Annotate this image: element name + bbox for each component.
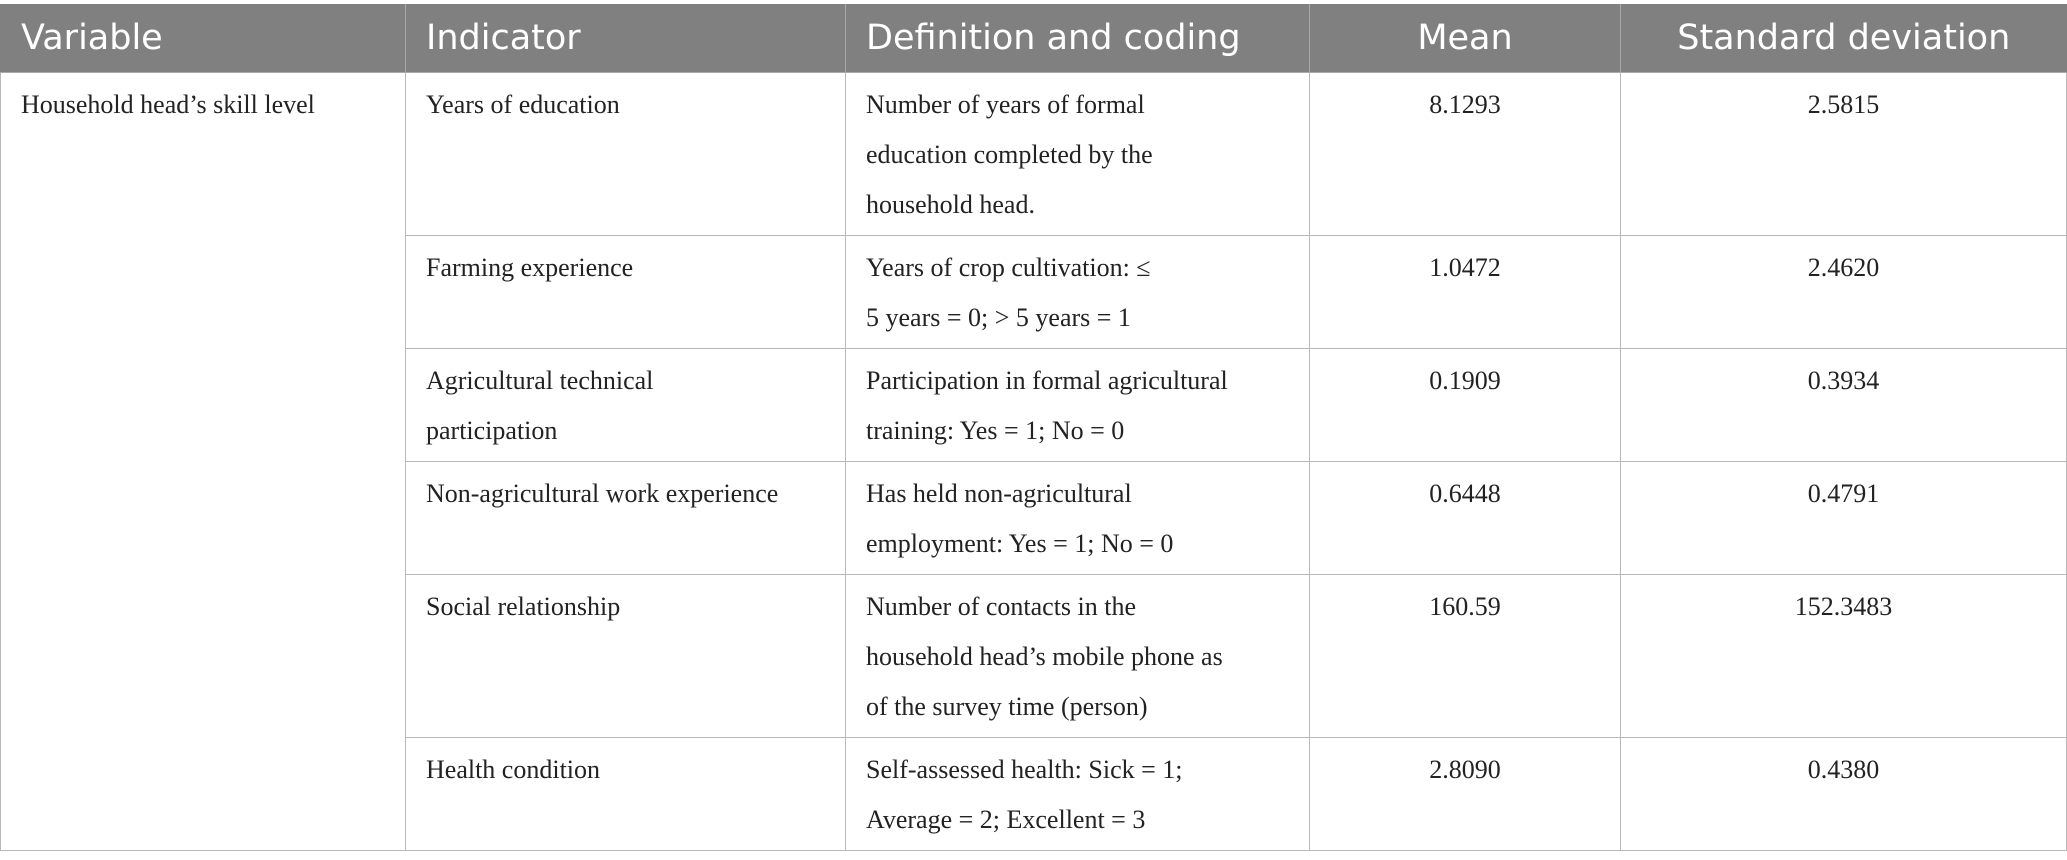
definition-line: 5 years = 0; > 5 years = 1 xyxy=(866,302,1131,332)
definition-cell xyxy=(846,72,1310,235)
indicator-text: Health condition xyxy=(426,754,601,784)
indicator-text: Non-agricultural work experience xyxy=(426,478,779,508)
definition-cell xyxy=(846,574,1310,737)
header-definition: Definition and coding xyxy=(846,4,1310,72)
definition-line: household head. xyxy=(866,189,1035,219)
data-table-container xyxy=(0,4,2067,851)
definition-line: Average = 2; Excellent = 3 xyxy=(866,804,1146,834)
definition-line: Participation in formal agricultural xyxy=(866,365,1228,395)
sd-cell: 2.4620 xyxy=(1621,235,2067,348)
table-header xyxy=(1,4,2067,72)
sd-cell: 152.3483 xyxy=(1621,574,2067,737)
definition-line: Self-assessed health: Sick = 1; xyxy=(866,754,1183,784)
mean-cell: 0.1909 xyxy=(1310,348,1621,461)
sd-cell: 2.5815 xyxy=(1621,72,2067,235)
sd-cell: 0.3934 xyxy=(1621,348,2067,461)
indicator-text: participation xyxy=(426,415,558,445)
header-variable: Variable xyxy=(1,4,406,72)
indicator-cell xyxy=(406,737,846,850)
mean-cell: 1.0472 xyxy=(1310,235,1621,348)
descriptive-statistics-table xyxy=(0,4,2067,851)
sd-cell: 0.4380 xyxy=(1621,737,2067,850)
definition-line: household head’s mobile phone as xyxy=(866,641,1223,671)
indicator-cell xyxy=(406,72,846,235)
header-mean: Mean xyxy=(1310,4,1621,72)
table-body xyxy=(1,72,2067,850)
indicator-text: Social relationship xyxy=(426,591,621,621)
definition-line: employment: Yes = 1; No = 0 xyxy=(866,528,1174,558)
definition-line: education completed by the xyxy=(866,139,1153,169)
definition-cell xyxy=(846,235,1310,348)
header-standard-deviation: Standard deviation xyxy=(1621,4,2067,72)
definition-cell xyxy=(846,348,1310,461)
mean-cell: 0.6448 xyxy=(1310,461,1621,574)
mean-cell: 8.1293 xyxy=(1310,72,1621,235)
definition-line: Has held non-agricultural xyxy=(866,478,1132,508)
table-row xyxy=(1,72,2067,235)
definition-cell xyxy=(846,737,1310,850)
indicator-cell xyxy=(406,461,846,574)
definition-cell xyxy=(846,461,1310,574)
variable-cell: Household head’s skill level xyxy=(1,72,406,850)
indicator-text: Farming experience xyxy=(426,252,634,282)
definition-line: Number of contacts in the xyxy=(866,591,1137,621)
indicator-cell xyxy=(406,574,846,737)
definition-line: training: Yes = 1; No = 0 xyxy=(866,415,1125,445)
mean-cell: 160.59 xyxy=(1310,574,1621,737)
header-indicator: Indicator xyxy=(406,4,846,72)
indicator-text: Years of education xyxy=(426,89,620,119)
indicator-cell xyxy=(406,348,846,461)
definition-line: Years of crop cultivation: ≤ xyxy=(866,252,1151,282)
header-row xyxy=(1,4,2067,72)
definition-line: Number of years of formal xyxy=(866,89,1145,119)
mean-cell: 2.8090 xyxy=(1310,737,1621,850)
sd-cell: 0.4791 xyxy=(1621,461,2067,574)
indicator-text: Agricultural technical xyxy=(426,365,654,395)
definition-line: of the survey time (person) xyxy=(866,691,1148,721)
indicator-cell xyxy=(406,235,846,348)
